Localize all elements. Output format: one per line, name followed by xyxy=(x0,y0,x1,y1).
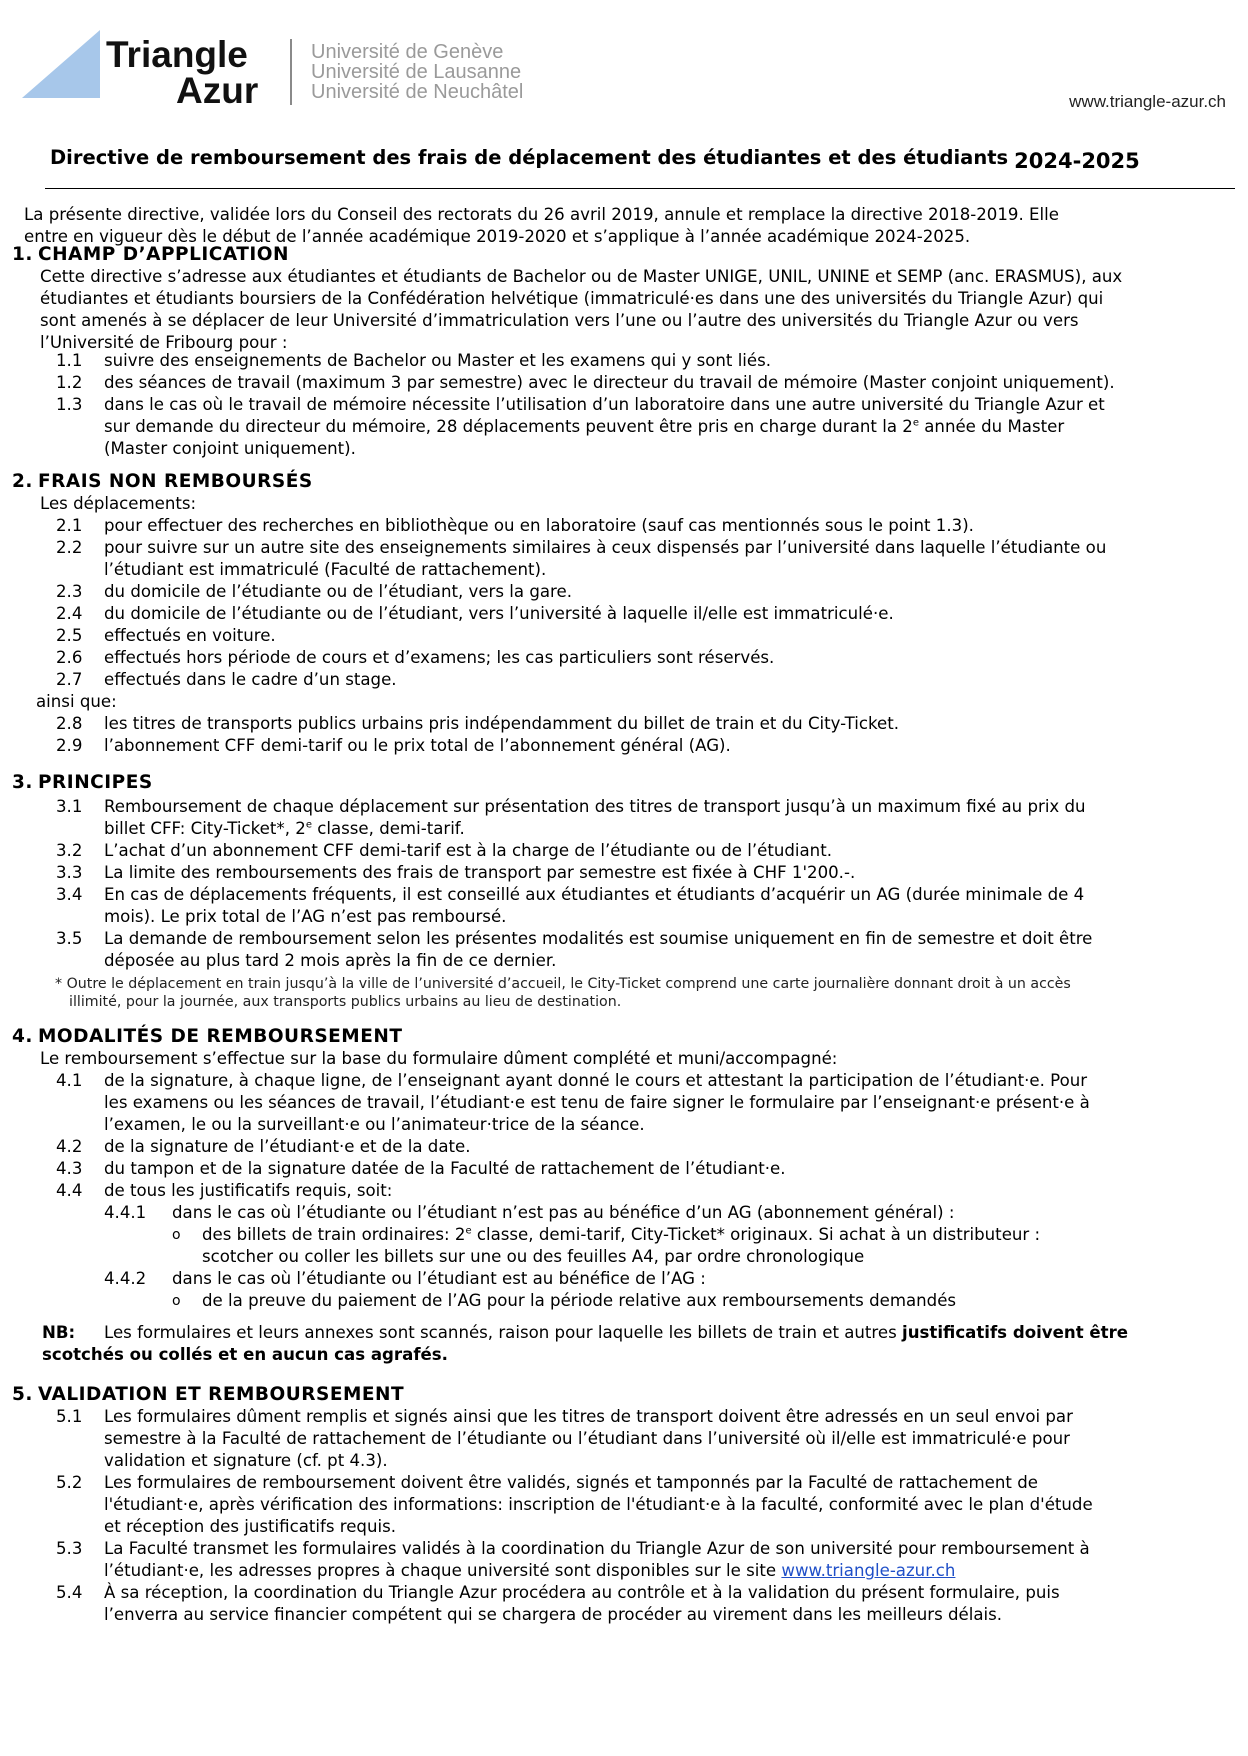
item-line-part: classe, demi-tarif. xyxy=(311,819,465,838)
item-line: En cas de déplacements fréquents, il est conseillé aux étudiantes et étudiants d’acquérir un AG (durée minimale de 4 xyxy=(104,885,1085,904)
item-line: l'étudiant·e, après vérification des informations: inscription de l'étudiant·e à la faculté, conformité avec le plan d'étude xyxy=(104,1495,1093,1514)
header-divider xyxy=(290,39,292,105)
item-line: mois). Le prix total de l’AG n’est pas remboursé. xyxy=(104,907,507,926)
item-line: l’enverra au service financier compétent qui se chargera de procéder au virement dans les meilleurs délais. xyxy=(104,1605,1003,1624)
item-line: Les formulaires de remboursement doivent être validés, signés et tamponnés par la Faculté de rattachement de xyxy=(104,1473,1038,1492)
section-2-heading xyxy=(12,470,313,494)
university-geneve: Université de Genève xyxy=(311,41,504,63)
item-number: 4.3 xyxy=(56,1159,83,1178)
item-line: À sa réception, la coordination du Triangle Azur procédera au contrôle et à la validation du présent formulaire, puis xyxy=(104,1583,1060,1602)
item-text: les titres de transports publics urbains pris indépendamment du billet de train et du City-Ticket. xyxy=(104,714,900,733)
item-number: 4.4 xyxy=(56,1181,83,1200)
document-title xyxy=(50,145,1210,173)
item-text: du domicile de l’étudiante ou de l’étudiant, vers l’université à laquelle il/elle est immatriculé·e. xyxy=(104,604,894,623)
intro-line: entre en vigueur dès le début de l’année académique 2019-2020 et s’applique à l’année académique 2024-2025. xyxy=(24,227,971,246)
item-line xyxy=(104,416,1105,438)
section-title: PRINCIPES xyxy=(38,772,153,793)
item-line: La demande de remboursement selon les présentes modalités est soumise uniquement en fin de semestre et doit être xyxy=(104,929,1093,948)
item-text xyxy=(104,1406,1073,1472)
item-number: 3.2 xyxy=(56,841,83,860)
item-text: du tampon et de la signature datée de la Faculté de rattachement de l’étudiant·e. xyxy=(104,1159,786,1178)
item-line: Remboursement de chaque déplacement sur présentation des titres de transport jusqu’à un maximum fixé au prix du xyxy=(104,797,1086,816)
circle-bullet-icon: o xyxy=(172,1293,181,1309)
bullet-text xyxy=(202,1224,1040,1268)
item-number: 1.3 xyxy=(56,395,83,414)
item-text xyxy=(104,1538,1090,1582)
para-line: sont amenés à se déplacer de leur Université d’immatriculation vers l’une ou l’autre des universités du Triangle Azur ou vers xyxy=(40,311,1079,330)
item-text: suivre des enseignements de Bachelor ou Master et les examens qui y sont liés. xyxy=(104,351,772,370)
item-number: 3.4 xyxy=(56,885,83,904)
section-3-heading xyxy=(12,771,153,795)
item-text: de la signature de l’étudiant·e et de la date. xyxy=(104,1137,471,1156)
item-number: 5.1 xyxy=(56,1407,83,1426)
section-number: 4. xyxy=(12,1026,33,1047)
item-line: (Master conjoint uniquement). xyxy=(104,439,356,458)
item-line: les examens ou les séances de travail, l’étudiant·e est tenu de faire signer le formulaire par l’enseignant·e présent·e à xyxy=(104,1093,1090,1112)
item-line xyxy=(104,818,1086,840)
footnote xyxy=(55,975,1071,1011)
nb-emphasis: scotchés ou collés et en aucun cas agrafés. xyxy=(42,1345,448,1364)
item-number: 4.1 xyxy=(56,1071,83,1090)
section-2-also: ainsi que: xyxy=(36,692,117,711)
section-title: MODALITÉS DE REMBOURSEMENT xyxy=(38,1026,403,1047)
brand-name-line1: Triangle xyxy=(106,34,248,75)
intro-paragraph xyxy=(24,204,1059,248)
item-number: 2.7 xyxy=(56,670,83,689)
section-number: 2. xyxy=(12,471,33,492)
title-text: Directive de remboursement des frais de déplacement des étudiantes et des étudiants xyxy=(50,146,1009,169)
item-line: semestre à la Faculté de rattachement de l’étudiante ou l’étudiant dans l’université où il/elle est immatriculé·e pour xyxy=(104,1429,1070,1448)
item-line: de la signature, à chaque ligne, de l’enseignant ayant donné le cours et attestant la participation de l’étudiant·e. Pour xyxy=(104,1071,1088,1090)
item-number: 2.6 xyxy=(56,648,83,667)
bullet-line xyxy=(202,1224,1040,1246)
item-text: effectués hors période de cours et d’examens; les cas particuliers sont réservés. xyxy=(104,648,775,667)
item-number: 5.2 xyxy=(56,1473,83,1492)
item-text xyxy=(104,1472,1093,1538)
section-1-paragraph xyxy=(40,266,1122,354)
item-number: 2.8 xyxy=(56,714,83,733)
item-number: 2.4 xyxy=(56,604,83,623)
item-line: La Faculté transmet les formulaires validés à la coordination du Triangle Azur de son université pour remboursement à xyxy=(104,1539,1090,1558)
sub-item-number: 4.4.2 xyxy=(104,1269,147,1288)
intro-line: La présente directive, validée lors du Conseil des rectorats du 26 avril 2019, annule et remplace la directive 2018-2019. Elle xyxy=(24,205,1059,224)
sub-item-text: dans le cas où l’étudiante ou l’étudiant est au bénéfice de l’AG : xyxy=(172,1269,706,1288)
item-number: 4.2 xyxy=(56,1137,83,1156)
section-number: 3. xyxy=(12,772,33,793)
item-number: 2.2 xyxy=(56,538,83,557)
item-line-part: sur demande du directeur du mémoire, 28 déplacements peuvent être pris en charge durant la 2 xyxy=(104,417,913,436)
item-text: L’achat d’un abonnement CFF demi-tarif est à la charge de l’étudiante ou de l’étudiant. xyxy=(104,841,832,860)
para-line: l’Université de Fribourg pour : xyxy=(40,333,288,352)
bullet-line: scotcher ou coller les billets sur une ou des feuilles A4, par ordre chronologique xyxy=(202,1247,865,1266)
item-number: 1.2 xyxy=(56,373,83,392)
item-text xyxy=(104,796,1086,840)
item-number: 2.1 xyxy=(56,516,83,535)
sub-item-text: dans le cas où l’étudiante ou l’étudiant n’est pas au bénéfice d’un AG (abonnement général) : xyxy=(172,1203,955,1222)
superscript: e xyxy=(305,819,312,831)
nb-emphasis: justificatifs doivent être xyxy=(902,1323,1129,1342)
para-line: étudiantes et étudiants boursiers de la Confédération helvétique (immatriculé·es dans une des universités du Triangle Azur) qui xyxy=(40,289,1104,308)
footnote-line: illimité, pour la journée, aux transports publics urbains au lieu de destination. xyxy=(69,994,622,1010)
superscript: e xyxy=(465,1225,472,1237)
bullet-line-part: des billets de train ordinaires: 2 xyxy=(202,1225,466,1244)
item-number: 2.5 xyxy=(56,626,83,645)
section-number: 5. xyxy=(12,1384,33,1405)
item-line-part: année du Master xyxy=(918,417,1065,436)
nb-line xyxy=(42,1322,1128,1344)
item-text: du domicile de l’étudiante ou de l’étudiant, vers la gare. xyxy=(104,582,572,601)
item-line: pour suivre sur un autre site des enseignements similaires à ceux dispensés par l’université dans laquelle l’étudiante ou xyxy=(104,538,1107,557)
item-number: 3.1 xyxy=(56,797,83,816)
item-number: 5.4 xyxy=(56,1583,83,1602)
title-year: 2024-2025 xyxy=(1014,149,1140,173)
item-text xyxy=(104,394,1105,460)
item-text: des séances de travail (maximum 3 par semestre) avec le directeur du travail de mémoire (Master conjoint uniquement). xyxy=(104,373,1115,392)
website-link[interactable]: www.triangle-azur.ch xyxy=(781,1561,956,1580)
title-rule xyxy=(45,188,1235,189)
item-line xyxy=(104,1560,1090,1582)
item-text: effectués en voiture. xyxy=(104,626,276,645)
item-text xyxy=(104,928,1092,972)
section-number: 1. xyxy=(12,244,33,265)
website-url[interactable]: www.triangle-azur.ch xyxy=(1069,92,1226,111)
item-text: effectués dans le cadre d’un stage. xyxy=(104,670,397,689)
item-number: 3.5 xyxy=(56,929,83,948)
item-number: 3.3 xyxy=(56,863,83,882)
superscript: e xyxy=(912,417,919,429)
triangle-logo-icon xyxy=(22,28,102,98)
item-text: l’abonnement CFF demi-tarif ou le prix total de l’abonnement général (AG). xyxy=(104,736,731,755)
nb-label: NB: xyxy=(42,1323,76,1342)
section-title: VALIDATION ET REMBOURSEMENT xyxy=(38,1384,405,1405)
item-text: pour effectuer des recherches en bibliothèque ou en laboratoire (sauf cas mentionnés sous le point 1.3). xyxy=(104,516,974,535)
item-text xyxy=(104,884,1084,928)
university-lausanne: Université de Lausanne xyxy=(311,61,522,83)
item-number: 2.3 xyxy=(56,582,83,601)
item-line: et réception des justificatifs requis. xyxy=(104,1517,397,1536)
item-line-part: l’étudiant·e, les adresses propres à chaque université sont disponibles sur le site xyxy=(104,1561,782,1580)
bullet-line-part: classe, demi-tarif, City-Ticket* originaux. Si achat à un distributeur : xyxy=(471,1225,1041,1244)
item-text xyxy=(104,1070,1090,1136)
nb-text: Les formulaires et leurs annexes sont scannés, raison pour laquelle les billets de train et autres xyxy=(104,1323,903,1342)
item-text: de tous les justificatifs requis, soit: xyxy=(104,1181,393,1200)
bullet-text: de la preuve du paiement de l’AG pour la période relative aux remboursements demandés xyxy=(202,1291,957,1310)
section-4-heading xyxy=(12,1025,402,1049)
footnote-line: * Outre le déplacement en train jusqu’à la ville de l’université d’accueil, le City-Ticket comprend une carte journalière donnant droit à un accès xyxy=(55,976,1071,992)
item-line: dans le cas où le travail de mémoire nécessite l’utilisation d’un laboratoire dans une autre université du Triangle Azur et xyxy=(104,395,1105,414)
item-line-part: billet CFF: City-Ticket*, 2 xyxy=(104,819,306,838)
item-text xyxy=(104,537,1106,581)
item-line: déposée au plus tard 2 mois après la fin de ce dernier. xyxy=(104,951,557,970)
para-line: Cette directive s’adresse aux étudiantes et étudiants de Bachelor ou de Master UNIGE, UNIL, UNINE et SEMP (anc. ERASMUS), aux xyxy=(40,267,1123,286)
university-neuchatel: Université de Neuchâtel xyxy=(311,81,524,103)
section-title: FRAIS NON REMBOURSÉS xyxy=(38,471,313,492)
section-2-lead: Les déplacements: xyxy=(40,494,197,513)
item-line: l’examen, le ou la surveillant·e ou l’animateur·trice de la séance. xyxy=(104,1115,645,1134)
circle-bullet-icon: o xyxy=(172,1227,181,1243)
item-number: 1.1 xyxy=(56,351,83,370)
sub-item-number: 4.4.1 xyxy=(104,1203,147,1222)
item-text: La limite des remboursements des frais de transport par semestre est fixée à CHF 1'200.-. xyxy=(104,863,856,882)
item-number: 2.9 xyxy=(56,736,83,755)
section-title: CHAMP D’APPLICATION xyxy=(38,244,289,265)
section-5-heading xyxy=(12,1383,404,1407)
university-list xyxy=(311,42,523,102)
section-4-lead: Le remboursement s’effectue sur la base du formulaire dûment complété et muni/accompagné: xyxy=(40,1049,838,1068)
section-1-heading xyxy=(12,243,289,267)
nb-note xyxy=(42,1322,1128,1366)
brand-name-line2: Azur xyxy=(176,70,259,111)
item-text xyxy=(104,1582,1060,1626)
item-number: 5.3 xyxy=(56,1539,83,1558)
item-line: l’étudiant est immatriculé (Faculté de rattachement). xyxy=(104,560,547,579)
item-line: Les formulaires dûment remplis et signés ainsi que les titres de transport doivent être adressés en un seul envoi par xyxy=(104,1407,1073,1426)
item-line: validation et signature (cf. pt 4.3). xyxy=(104,1451,388,1470)
